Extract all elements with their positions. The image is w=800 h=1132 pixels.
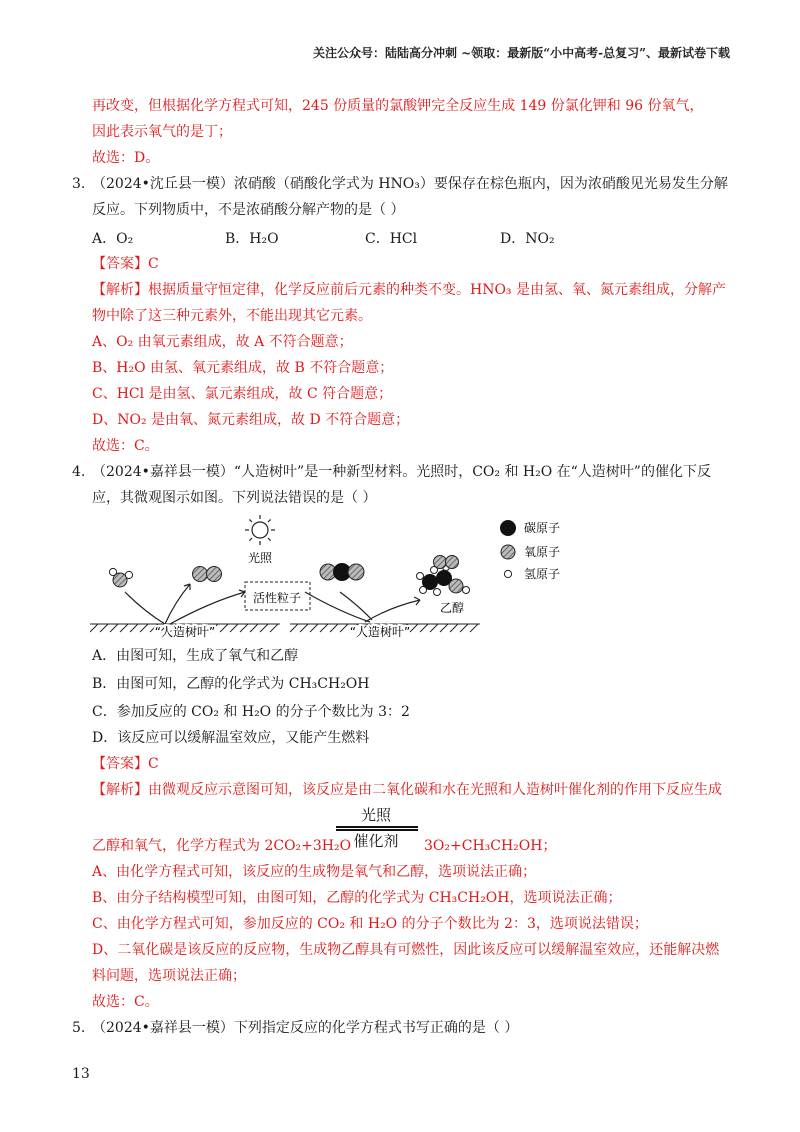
q4-number: 4.	[72, 464, 86, 480]
prev-explanation-line: 因此表示氧气的是丁；	[92, 124, 232, 140]
q3-conclusion: 故选：C。	[92, 438, 159, 454]
q3-stem: 反应。下列物质中，不是浓硝酸分解产物的是（ ）	[92, 202, 405, 218]
analysis-text: 根据质量守恒定律，化学反应前后元素的种类不变。HNO₃ 是由氢、氧、氮元素组成，分解产	[148, 282, 726, 298]
answer-value: C	[148, 756, 159, 772]
q5-number: 5.	[72, 1020, 86, 1036]
q4-answer	[92, 754, 159, 774]
q4-analysis-line: B、由分子结构模型可知，由图可知，乙醇的化学式为 CH₃CH₂OH，选项说法正确；	[92, 890, 622, 906]
q4-option-a: A．由图可知，生成了氧气和乙醇	[92, 648, 299, 664]
q3-analysis-line: 物中除了这三种元素外，不能出现其它元素。	[92, 308, 372, 324]
equation-left: 乙醇和氧气，化学方程式为 2CO₂+3H₂O	[92, 838, 352, 854]
q4-stem: （2024•嘉祥县一模）“人造树叶”是一种新型材料。光照时，CO₂ 和 H₂O 在“人造树叶”的催化下反	[92, 464, 711, 480]
q3-analysis-line: B、H₂O 由氢、氧元素组成，故 B 不符合题意；	[92, 360, 394, 376]
q4-analysis-line: C、由化学方程式可知，参加反应的 CO₂ 和 H₂O 的分子个数比为 2：3，选项说法错误；	[92, 916, 648, 932]
hydrogen-atom-icon	[504, 570, 511, 577]
answer-tag: 【答案】	[92, 756, 148, 772]
product-label: 乙醇	[439, 601, 465, 615]
q3-option-a: A．O₂	[92, 231, 134, 247]
q3-stem: （2024•沈丘县一模）浓硝酸（硝酸化学式为 HNO₃）要保存在棕色瓶内，因为浓硝酸见光易发生分解	[92, 176, 728, 192]
q3-number: 3.	[72, 176, 86, 192]
oxygen-atom-icon	[501, 545, 515, 559]
q3-option-d: D．NO₂	[500, 231, 555, 247]
answer-tag: 【答案】	[92, 256, 148, 272]
q4-analysis-line: D、二氧化碳是该反应的反应物，生成物乙醇具有可燃性，因此该反应可以缓解温室效应，还能解决燃	[92, 942, 720, 958]
equation-right: 3O₂+CH₃CH₂OH；	[424, 838, 557, 854]
reaction-arrows-left	[125, 584, 245, 624]
oxygen-molecule-icon	[193, 567, 222, 582]
leaf-label-2: “人造树叶”	[349, 625, 411, 639]
q3-analysis-line: C、HCl 是由氢、氯元素组成，故 C 符合题意；	[92, 386, 393, 402]
q3-analysis-line: A、O₂ 由氧元素组成，故 A 不符合题意；	[92, 334, 353, 350]
page-number: 13	[72, 1066, 90, 1082]
water-molecule-icon	[109, 568, 132, 587]
q3-option-c: C．HCl	[365, 231, 418, 247]
legend-oxygen: 氧原子	[524, 545, 561, 559]
q4-analysis-line: 料问题，选项说法正确；	[92, 968, 246, 984]
q4-conclusion: 故选：C。	[92, 994, 159, 1010]
reaction-diagram	[90, 512, 620, 642]
equation-condition-bottom: 催化剂	[353, 832, 399, 850]
light-label: 光照	[247, 551, 273, 565]
q3-analysis-line	[92, 280, 726, 300]
q4-analysis-line: A、由化学方程式可知，该反应的生成物是氧气和乙醇，选项说法正确；	[92, 864, 537, 880]
reaction-arrows-right	[305, 592, 420, 622]
co2-molecule-icon	[320, 563, 364, 581]
answer-value: C	[148, 256, 159, 272]
equation-bar	[336, 826, 418, 828]
carbon-atom-icon	[500, 520, 516, 536]
legend-hydrogen: 氢原子	[524, 567, 561, 581]
catalyst-label: 活性粒子	[252, 591, 302, 605]
q4-option-c: C．参加反应的 CO₂ 和 H₂O 的分子个数比为 3：2	[92, 704, 410, 720]
q4-analysis-line	[92, 780, 722, 800]
legend-carbon: 碳原子	[524, 521, 561, 535]
q3-analysis-line: D、NO₂ 是由氧、氮元素组成，故 D 不符合题意；	[92, 412, 410, 428]
prev-explanation-line: 再改变，但根据化学方程式可知，245 份质量的氯酸钾完全反应生成 149 份氯化钾和 96 份氧气，	[92, 98, 704, 114]
prev-conclusion: 故选：D。	[92, 150, 160, 166]
sun-icon	[245, 515, 275, 545]
q4-option-b: B．由图可知，乙醇的化学式为 CH₃CH₂OH	[92, 676, 370, 692]
q3-answer	[92, 254, 159, 274]
legend	[500, 520, 560, 581]
page-header: 关注公众号：陆陆高分冲刺 ~领取：最新版“小中高考-总复习”、最新试卷下载	[312, 46, 730, 60]
leaf-label-1: “人造树叶”	[154, 625, 216, 639]
q4-option-d: D．该反应可以缓解温室效应，又能产生燃料	[92, 730, 370, 746]
leaf-surface	[90, 624, 480, 632]
q5-stem: （2024•嘉祥县一模）下列指定反应的化学方程式书写正确的是（ ）	[92, 1020, 519, 1036]
analysis-text: 由微观反应示意图可知，该反应是由二氧化碳和水在光照和人造树叶催化剂的作用下反应生成	[148, 782, 722, 798]
q3-option-b: B．H₂O	[225, 231, 279, 247]
equation-condition-top: 光照	[360, 806, 391, 824]
q4-stem: 应，其微观图示如图。下列说法错误的是（ ）	[92, 490, 377, 506]
analysis-tag: 【解析】	[92, 782, 148, 798]
analysis-tag: 【解析】	[92, 282, 148, 298]
